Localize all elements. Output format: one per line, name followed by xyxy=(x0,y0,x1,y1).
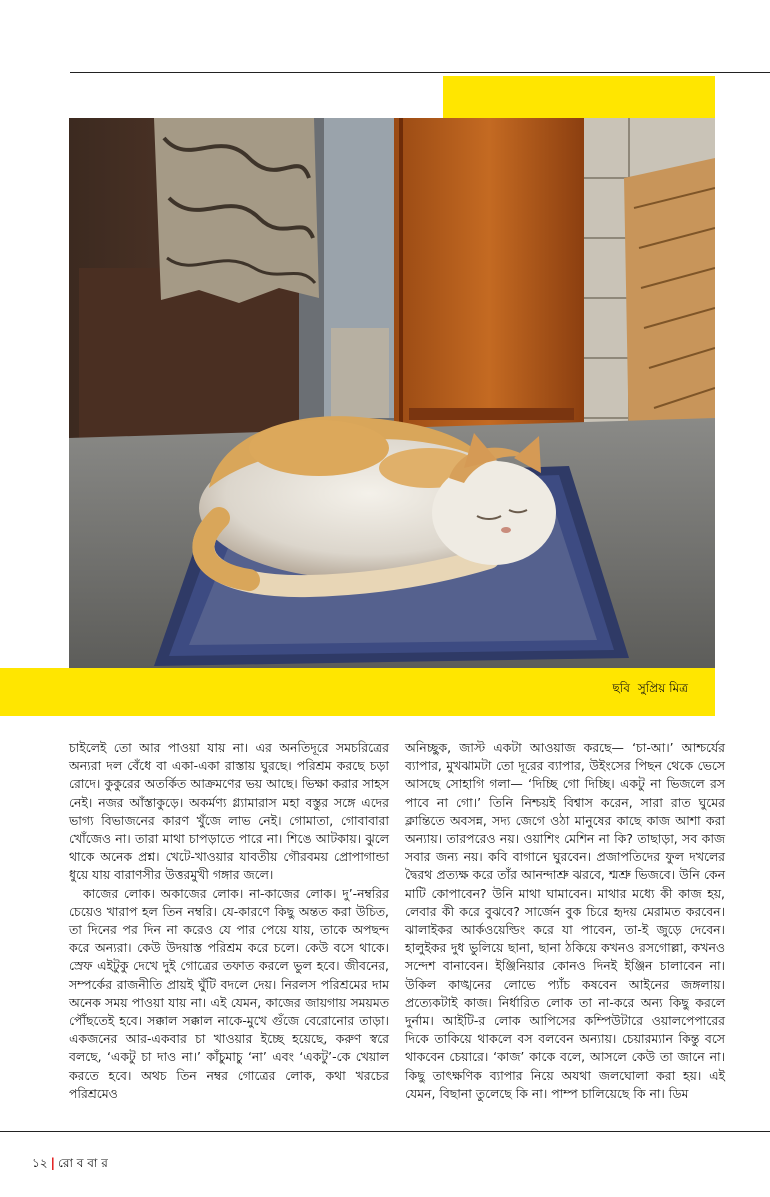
footer-separator: | xyxy=(50,1156,55,1170)
bottom-rule xyxy=(0,1131,770,1132)
magazine-name: রো ব বা র xyxy=(57,1156,108,1170)
caption-credit: সুপ্রিয় মিত্র xyxy=(637,681,688,695)
cat-illustration xyxy=(69,118,715,668)
article-column-left xyxy=(69,739,389,1103)
yellow-caption-band xyxy=(0,668,715,716)
caption-label: ছবি xyxy=(612,681,630,695)
paragraph: অনিচ্ছুক, জাস্ট একটা আওয়াজ করছে— ‘চা-আ।’ আশ্চর্যের ব্যাপার, মুখঝামটা তো দূরের ব্যাপার, উইংসের পিছন থেকে ভেসে আসছে সোহাগি গলা— ‘দিচ্ছি গো দিচ্ছি। একটু না ভিজলে রস পাবে না গো।’ তিনি নিশ্চয়ই বিশ্বাস করেন, সারা রাত ঘুমের ক্লান্তিতে অবসন্ন, সদ্য জেগে ওঠা মানুষের কাছে কাজ আশা করা অন্যায়। তারপরেও নয়। ওয়াশিং মেশিন না কি? তাছাড়া, সব কাজ সবার জন্য নয়। কবি বাগানে ঘুরবেন। প্রজাপতিদের ফুল দখলের দ্বৈরথ প্রত্যক্ষ করে তাঁর আনন্দাশ্রু ঝরবে, শ্মশ্রু ভিজবে। উনি কেন মাটি কোপাবেন? উনি মাথা ঘামাবেন। মাথার মধ্যে কী কাজ হয়, লেবার কী করে বুঝবে? সার্জেন বুক চিরে হৃদয় মেরামত করবেন। ঝালাইকর আর্কওয়েল্ডিং করে যা পাবেন, তা-ই জুড়ে দেবেন। হালুইকর দুধ ভুলিয়ে ছানা, ছানা ঠকিয়ে কখনও রসগোল্লা, কখনও সন্দেশ বানাবেন। ইঞ্জিনিয়ার কোনও দিনই ইঞ্জিন চালাবেন না। উকিল কাঙ্খনের লোভে প্যাঁচ কষবেন আইনের জঙ্গলায়। প্রত্যেকটাই কাজ। নির্ধারিত লোক তা না-করে অন্য কিছু করলে দুর্নাম। আইটি-র লোক আপিসের কম্পিউটারে ওয়ালপেপারের দিকে তাকিয়ে থাকলে বস বলবেন অন্যায়। চেয়ারম্যান কিন্তু বসে থাকবেন চেয়ারে। ‘কাজ’ কাকে বলে, আসলে কেউ তা জানে না। কিছু তাৎক্ষণিক ব্যাপার নিয়ে অযথা জলঘোলা করা হয়। এই যেমন, বিছানা তুলেছে কি না। পাম্প চালিয়েছে কি না। ডিম xyxy=(405,740,725,1101)
top-rule xyxy=(70,72,770,73)
article-column-right xyxy=(405,739,725,1103)
cat-photo xyxy=(69,118,715,668)
page-footer xyxy=(32,1155,108,1175)
page-number: ১২ xyxy=(32,1156,48,1170)
paragraph: কাজের লোক। অকাজের লোক। না-কাজের লোক। দু’-নম্বরির চেয়েও খারাপ হল তিন নম্বরি। যে-কারণে কিছু অন্তত করা উচিত, তা দিনের পর দিন না করেও যে পার পেয়ে যায়, তাকে অপছন্দ করে অন্যরা। কেউ উদয়াস্ত পরিশ্রম করে চলে। কেউ বসে থাকে। স্রেফ এইটুকু দেখে দুই গোত্রের তফাত করলে ভুল হবে। জীবনের, সম্পর্কের রাজনীতি প্রায়ই ঘুঁটি বদলে দেয়। নিরলস পরিশ্রমের দাম অনেক সময় পাওয়া যায় না। এই যেমন, কাজের জায়গায় সময়মত পৌঁছতেই হবে। সক্কাল সক্কাল নাকে-মুখে গুঁজে বেরোনোর তাড়া। একজনের আর-একবার চা খাওয়ার ইচ্ছে হয়েছে, করুণ স্বরে বলছে, ‘একটু চা দাও না।’ কাঁচুমাচু ‘না’ এবং ‘একটু’-কে খেয়াল করতে হবে। অথচ তিন নম্বর গোত্রের লোক, কথা খরচের পরিশ্রমেও xyxy=(69,885,389,1101)
paragraph: চাইলেই তো আর পাওয়া যায় না। এর অনতিদূরে সমচরিত্রের অন্যরা দল বেঁধে বা একা-একা রাস্তায় ঘুরছে। পরিশ্রম করছে চড়া রোদে। কুকুরের অতর্কিত আক্রমণের ভয় আছে। ভিক্ষা করার সাহস নেই। নজর আঁস্তাকুড়ে। অকর্মণ্য গ্ল্যামারাস মহা বস্তুর সঙ্গে এদের ভাগ্য বিভাজনের কারণ খুঁজে লাভ নেই। গোমাতা, গোবাবারা খোঁজেও না। তারা মাথা চাপড়াতে পারে না। শিঙে আটকায়। ঝুলে থাকে অনেক প্রশ্ন। খেটে-খাওয়ার যাবতীয় গৌরবময় প্রোপাগান্ডা ধুয়ে যায় বারাণসীর উত্তরমুখী গঙ্গার জলে। xyxy=(69,740,389,883)
photo-caption xyxy=(612,680,688,700)
